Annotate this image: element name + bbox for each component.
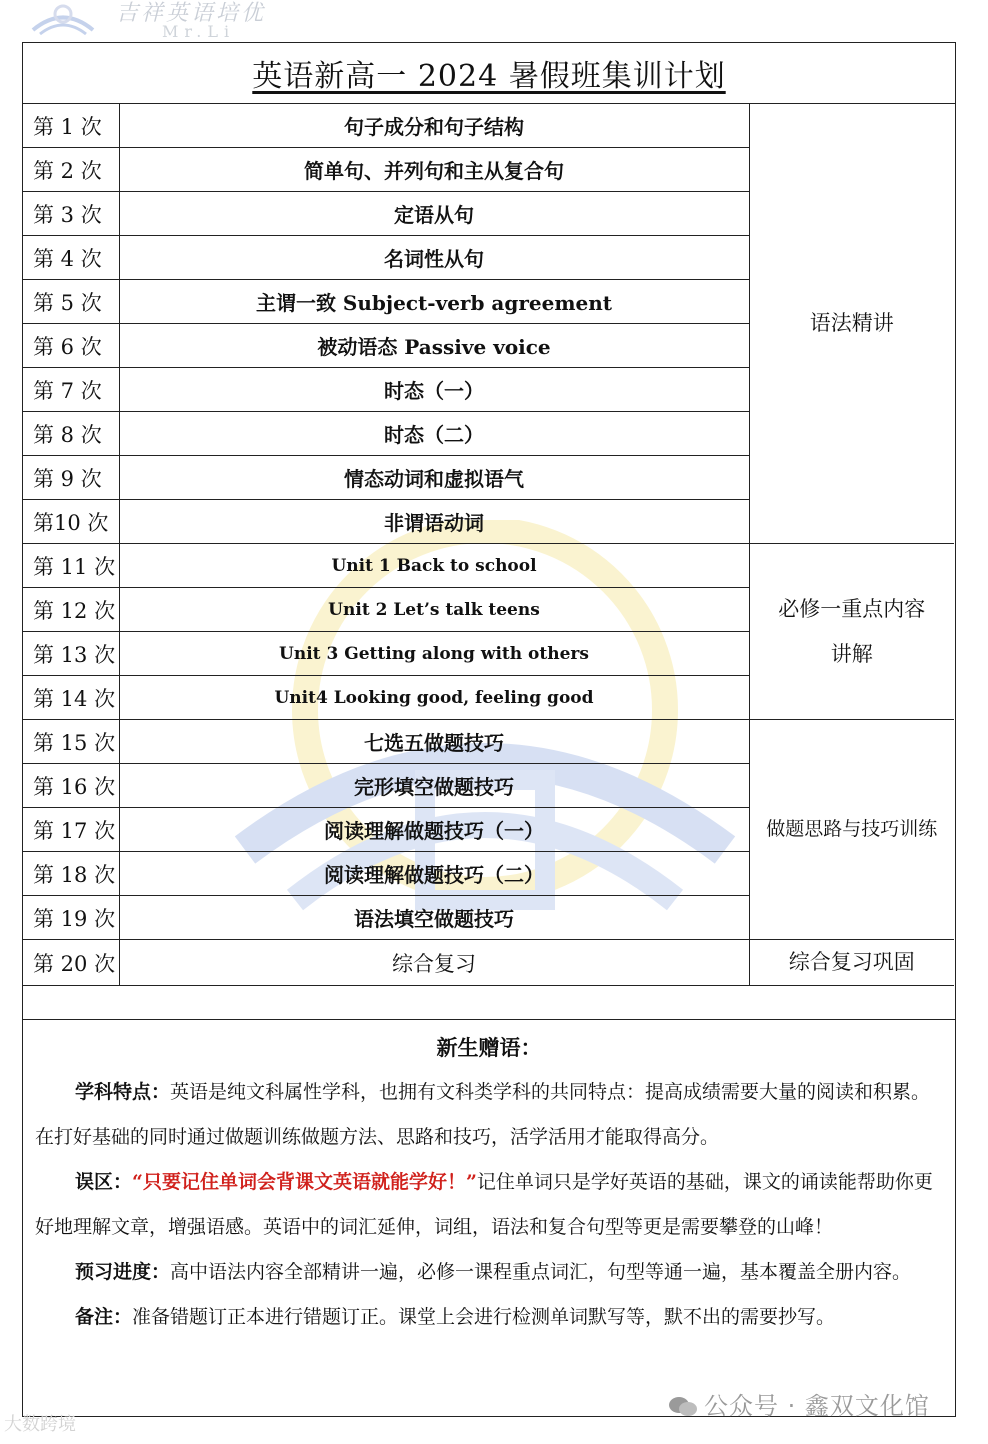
session-topic: 定语从句 [119, 192, 749, 236]
bottom-left-watermark: 大数跨境 [4, 1414, 76, 1435]
bottom-right-watermark [668, 1386, 930, 1421]
session-number: 第 20 次 [23, 940, 119, 986]
session-number: 第 3 次 [23, 192, 119, 236]
session-number: 第 17 次 [23, 808, 119, 852]
top-watermark [20, 0, 280, 44]
session-number: 第 18 次 [23, 852, 119, 896]
notes-section [23, 1019, 955, 1419]
table-row [23, 104, 954, 148]
note-label: 预习进度： [75, 1261, 171, 1283]
session-topic: 时态（一） [119, 368, 749, 412]
watermark-account: 公众号 · 鑫双文化馆 [704, 1392, 930, 1420]
table-row [23, 940, 954, 986]
note-preview-progress [35, 1250, 943, 1295]
session-topic: 简单句、并列句和主从复合句 [119, 148, 749, 192]
session-number: 第 9 次 [23, 456, 119, 500]
note-misconception [35, 1160, 943, 1250]
note-subject-features [35, 1070, 943, 1160]
note-label: 备注： [75, 1306, 133, 1328]
category-required-line2: 讲解 [830, 641, 873, 666]
session-number: 第 4 次 [23, 236, 119, 280]
session-topic: 阅读理解做题技巧（一） [119, 808, 749, 852]
schedule-table [23, 103, 954, 986]
session-number: 第 14 次 [23, 676, 119, 720]
page-title: 英语新高一 2024 暑假班集训计划 [252, 59, 726, 94]
school-logo-icon [28, 0, 98, 40]
note-remarks [35, 1295, 943, 1340]
category-required [749, 544, 954, 720]
session-topic: Unit4 Looking good, feeling good [119, 676, 749, 720]
session-topic: 完形填空做题技巧 [119, 764, 749, 808]
session-topic: Unit 1 Back to school [119, 544, 749, 588]
note-label: 学科特点： [75, 1081, 171, 1103]
table-row [23, 544, 954, 588]
wechat-icon [668, 1395, 698, 1419]
note-warning: “只要记住单词会背课文英语就能学好！” [132, 1171, 477, 1193]
note-text: 记住单词只是学好英语的基础，课文的诵读能帮助你更好地理解文章，增强语感。英语中的词汇延伸，词组，语法和复合句型等更是需要攀登的山峰！ [35, 1171, 933, 1238]
session-number: 第 19 次 [23, 896, 119, 940]
category-skills: 做题思路与技巧训练 [749, 720, 954, 940]
watermark-brand: 吉祥英语培优 [116, 1, 267, 26]
session-number: 第 7 次 [23, 368, 119, 412]
notes-title: 新生赠语： [436, 1035, 542, 1060]
session-number: 第10 次 [23, 500, 119, 544]
session-topic: 语法填空做题技巧 [119, 896, 749, 940]
session-number: 第 2 次 [23, 148, 119, 192]
session-topic: 主谓一致 Subject-verb agreement [119, 280, 749, 324]
session-number: 第 11 次 [23, 544, 119, 588]
category-grammar: 语法精讲 [749, 104, 954, 544]
session-topic: 阅读理解做题技巧（二） [119, 852, 749, 896]
session-topic: 被动语态 Passive voice [119, 324, 749, 368]
session-topic: 情态动词和虚拟语气 [119, 456, 749, 500]
session-topic: Unit 2 Let’s talk teens [119, 588, 749, 632]
table-row [23, 720, 954, 764]
title-row [23, 43, 955, 104]
session-topic: 七选五做题技巧 [119, 720, 749, 764]
plan-frame [22, 42, 956, 1417]
session-number: 第 12 次 [23, 588, 119, 632]
session-topic: 句子成分和句子结构 [119, 104, 749, 148]
note-label: 误区： [75, 1171, 133, 1193]
session-number: 第 8 次 [23, 412, 119, 456]
session-topic: Unit 3 Getting along with others [119, 632, 749, 676]
category-review: 综合复习巩固 [749, 940, 954, 986]
note-text: 准备错题订正本进行错题订正。课堂上会进行检测单词默写等，默不出的需要抄写。 [132, 1306, 836, 1328]
session-number: 第 5 次 [23, 280, 119, 324]
session-number: 第 13 次 [23, 632, 119, 676]
session-topic: 非谓语动词 [119, 500, 749, 544]
session-topic: 时态（二） [119, 412, 749, 456]
session-topic: 名词性从句 [119, 236, 749, 280]
session-number: 第 1 次 [23, 104, 119, 148]
note-text: 高中语法内容全部精讲一遍，必修一课程重点词汇，句型等通一遍，基本覆盖全册内容。 [170, 1261, 912, 1283]
watermark-teacher: Mr.Li [162, 22, 236, 41]
session-topic: 综合复习 [119, 940, 749, 986]
session-number: 第 16 次 [23, 764, 119, 808]
note-text: 英语是纯文科属性学科，也拥有文科类学科的共同特点：提高成绩需要大量的阅读和积累。在打好基础的同时通过做题训练做题方法、思路和技巧，活学活用才能取得高分。 [35, 1081, 931, 1148]
category-required-line1: 必修一重点内容 [778, 596, 926, 621]
session-number: 第 6 次 [23, 324, 119, 368]
session-number: 第 15 次 [23, 720, 119, 764]
